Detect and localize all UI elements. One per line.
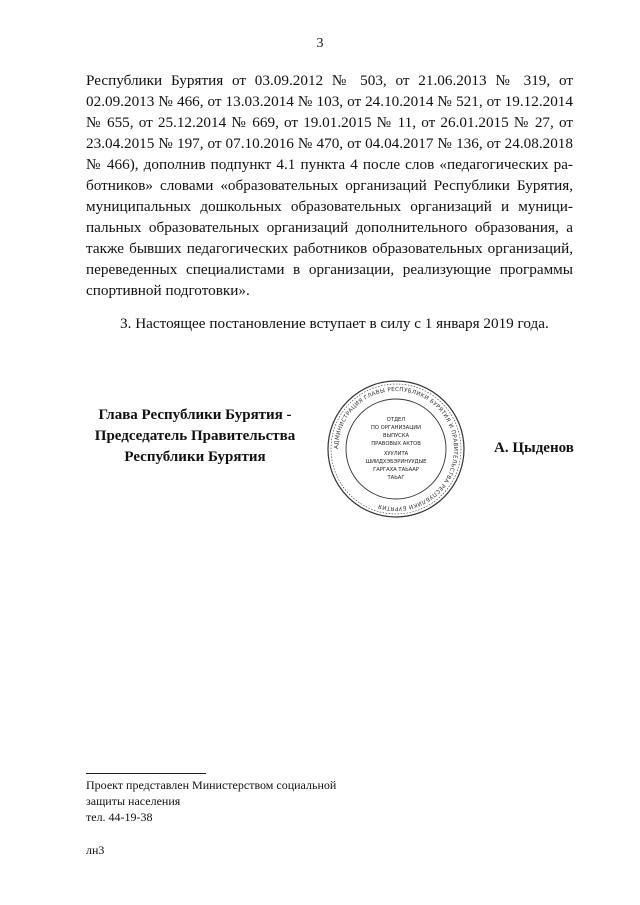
seal-text: ШИИДХЭБЭРИНУУДЫЕ (365, 459, 427, 465)
body-line: № 655, от 25.12.2014 № 669, от 19.01.2015 № 11, от 26.01.2015 № 27, от (86, 114, 573, 131)
footnote-line: тел. 44-19-38 (86, 810, 153, 824)
body-text (86, 70, 573, 301)
seal-ring-text: АДМИНИСТРАЦИЯ ГЛАВЫ РЕСПУБЛИКИ БУРЯТИЯ И ПРАВИТЕЛЬСТВА РЕСПУБЛИКИ БУРЯТИЯ (333, 386, 459, 512)
signatory-title-line: Республики Бурятия (124, 449, 266, 465)
footnote-divider (86, 773, 206, 774)
body-line: ботников» словами «образовательных организаций Республики Бурятия, (86, 177, 573, 194)
body-line: Республики Бурятия от 03.09.2012 № 503, от 21.06.2013 № 319, от (86, 72, 573, 89)
body-line: № 466), дополнив подпункт 4.1 пункта 4 после слов «педагогических ра- (86, 156, 573, 173)
footnote-line: защиты населения (86, 794, 181, 808)
signatory-title (84, 405, 306, 468)
seal-text: ПО ОРГАНИЗАЦИИ (370, 425, 422, 431)
body-line: 02.09.2013 № 466, от 13.03.2014 № 103, от 24.10.2014 № 521, от 19.12.2014 (86, 93, 573, 110)
footnote (86, 777, 336, 825)
body-line: 23.04.2015 № 197, от 07.10.2016 № 470, от 04.04.2017 № 136, от 24.08.2018 (86, 135, 573, 152)
seal-text: ХУУЛИТА (383, 451, 409, 457)
body-line: также бывших педагогических работников образовательных организаций, (86, 240, 573, 257)
signatory-title-line: Председатель Правительства (94, 428, 296, 444)
seal-text: ВЫПУСКА (382, 433, 410, 439)
seal-text: ОТДЕЛ (386, 417, 406, 423)
body-line: спортивной подготовки». (86, 282, 250, 299)
document-code: лн3 (86, 843, 105, 857)
svg-text:АДМИНИСТРАЦИЯ ГЛАВЫ РЕСПУБЛИКИ (334, 387, 458, 511)
body-line: пальных образовательных организаций дополнительного образования, а (86, 219, 573, 236)
official-seal (326, 379, 466, 519)
seal-text: ПРАВОВЫХ АКТОВ (371, 441, 421, 447)
footnote-line: Проект представлен Министерством социальной (86, 778, 337, 792)
page-number: 3 (316, 36, 324, 51)
body-line: муниципальных дошкольных образовательных организаций и муници- (86, 198, 573, 215)
clause-3: 3. Настоящее постановление вступает в силу с 1 января 2019 года. (120, 315, 549, 332)
body-line: переведенных специалистами в организации, реализующие программы (86, 261, 573, 278)
seal-text: ГАРГАХА ТАЬААР (373, 467, 419, 473)
signatory-title-line: Глава Республики Бурятия - (98, 407, 292, 423)
seal-text: ТАЬАГ (387, 475, 405, 481)
signer-name: А. Цыденов (494, 440, 574, 456)
